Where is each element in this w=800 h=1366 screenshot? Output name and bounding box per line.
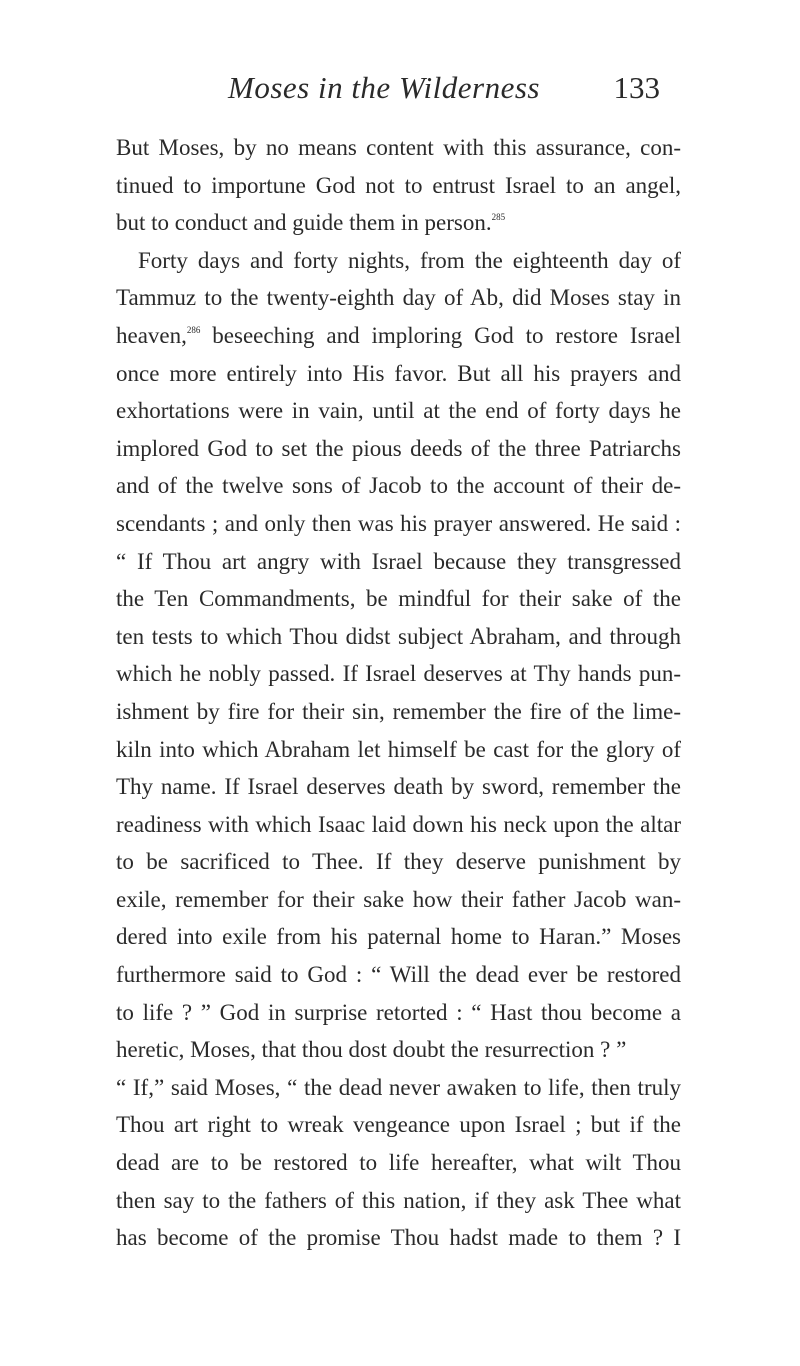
- text-line: heretic, Moses, that thou dost doubt the resurrection ? ”: [116, 1037, 627, 1063]
- running-head: [0, 66, 800, 110]
- text-line: once more entirely into His favor. But all his prayers and: [116, 360, 681, 386]
- text-line: ishment by fire for their sin, remember the fire of the lime-: [116, 698, 681, 724]
- text-line: ten tests to which Thou didst subject Abraham, and through: [116, 623, 681, 649]
- text-line: has become of the promise Thou hadst made to them ? I: [116, 1225, 681, 1251]
- text-line: dead are to be restored to life hereafter, what wilt Thou: [116, 1150, 681, 1176]
- text-line: heaven,$^{286}$ beseeching and imploring God to restore Israel: [116, 322, 681, 348]
- page-number: 133: [613, 70, 660, 105]
- running-title: Moses in the Wilderness: [228, 70, 540, 105]
- text-line: Thy name. If Israel deserves death by sword, remember the: [116, 774, 681, 800]
- text-line: and of the twelve sons of Jacob to the account of their de-: [116, 473, 681, 499]
- text-line: “ If,” said Moses, “ the dead never awaken to life, then truly: [116, 1074, 681, 1100]
- text-line: tinued to importune God not to entrust Israel to an angel,: [116, 172, 681, 198]
- text-line: Thou art right to wreak vengeance upon Israel ; but if the: [116, 1112, 681, 1138]
- text-line: dered into exile from his paternal home to Haran.” Moses: [116, 924, 681, 950]
- text-line: kiln into which Abraham let himself be cast for the glory of: [116, 736, 681, 762]
- footnote-ref: 286: [186, 324, 201, 335]
- text-line: but to conduct and guide them in person.$^{285}$: [116, 210, 506, 236]
- text-line: Tammuz to the twenty-eighth day of Ab, did Moses stay in: [116, 285, 681, 311]
- text-line: exile, remember for their sake how their father Jacob wan-: [116, 886, 681, 912]
- text-line: furthermore said to God : “ Will the dead ever be restored: [116, 962, 681, 988]
- text-line: Forty days and forty nights, from the eighteenth day of: [138, 247, 681, 273]
- text-line: scendants ; and only then was his prayer answered. He said :: [116, 510, 681, 536]
- text-line: exhortations were in vain, until at the end of forty days he: [116, 398, 681, 424]
- text-line: which he nobly passed. If Israel deserves at Thy hands pun-: [116, 661, 681, 687]
- text-line: But Moses, by no means content with this assurance, con-: [116, 135, 681, 160]
- body-text: [116, 129, 681, 1257]
- text-line: readiness with which Isaac laid down his neck upon the altar: [116, 811, 681, 837]
- text-line: to life ? ” God in surprise retorted : “ Hast thou become a: [116, 999, 681, 1025]
- footnote-ref: 285: [491, 212, 506, 223]
- text-line: “ If Thou art angry with Israel because they transgressed: [116, 548, 681, 574]
- text-line: then say to the fathers of this nation, if they ask Thee what: [116, 1187, 681, 1213]
- text-line: to be sacrificed to Thee. If they deserve punishment by: [116, 849, 681, 875]
- text-line: the Ten Commandments, be mindful for their sake of the: [116, 586, 681, 612]
- text-line: implored God to set the pious deeds of the three Patriarchs: [116, 435, 681, 461]
